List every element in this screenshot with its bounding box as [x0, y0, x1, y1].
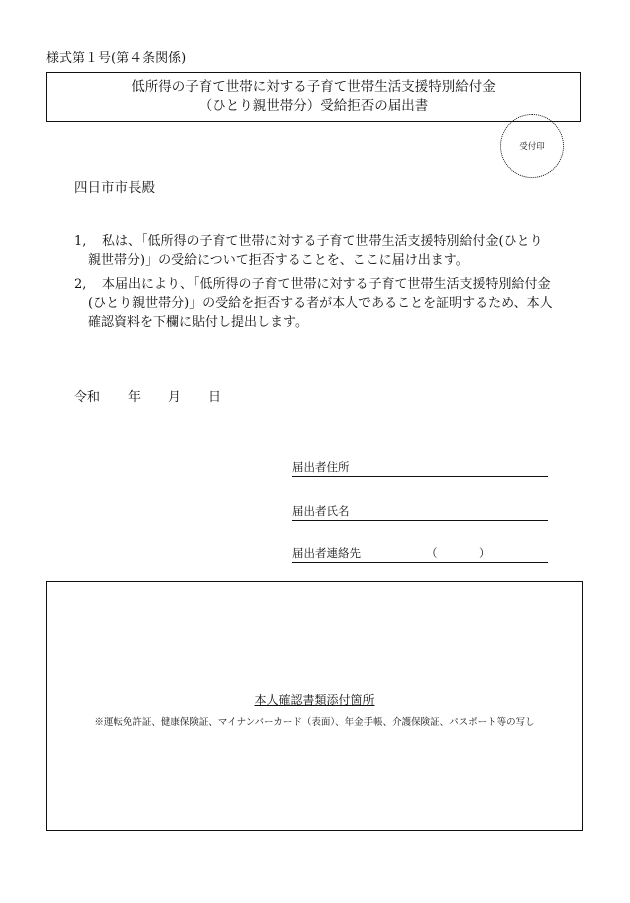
id-document-attachment-area: [46, 581, 583, 831]
paragraph-2-text: 本届出により、「低所得の子育て世帯に対する子育て世帯生活支援特別給付金(ひとり親世帯分)」の受給を拒否する者が本人であることを証明するため、本人確認資料を下欄に貼付し提出します。: [88, 277, 553, 330]
name-field[interactable]: [292, 502, 548, 521]
address-field[interactable]: [292, 458, 548, 477]
reception-stamp-circle: [500, 114, 564, 178]
attachment-title: [47, 691, 582, 708]
attachment-note: ※運転免許証、健康保険証、マイナンバーカード（表面）、年金手帳、介護保険証、パスポート等の写し: [94, 717, 535, 728]
paragraph-1: [74, 232, 554, 270]
date-day: 日: [208, 390, 222, 405]
date-year: 年: [128, 390, 142, 405]
paragraph-2: [74, 275, 554, 332]
date-month: 月: [168, 390, 182, 405]
form-title-line-2: （ひとり親世帯分）受給拒否の届出書: [198, 98, 429, 114]
form-title-box: [46, 72, 581, 122]
addressee: 四日市市長殿: [74, 180, 155, 196]
form-number: 様式第１号(第４条関係): [46, 51, 187, 66]
name-label: 届出者氏名: [292, 504, 350, 518]
form-title-line-1: 低所得の子育て世帯に対する子育て世帯生活支援特別給付金: [131, 79, 496, 95]
contact-field[interactable]: [292, 544, 548, 563]
attachment-title-text: 本人確認書類添付箇所: [254, 693, 375, 707]
contact-paren-close: ）: [479, 546, 491, 560]
date-row: [74, 386, 221, 405]
paragraph-2-number: 2,: [74, 277, 87, 292]
paragraph-1-number: 1,: [74, 234, 87, 249]
reception-stamp-label: 受付印: [519, 142, 545, 152]
date-era: 令和: [74, 390, 101, 405]
paragraph-1-text: 私は、「低所得の子育て世帯に対する子育て世帯生活支援特別給付金(ひとり親世帯分)」の受給について拒否することを、ここに届け出ます。: [88, 234, 543, 268]
contact-paren-open: （: [426, 546, 438, 560]
contact-label: 届出者連絡先: [292, 546, 361, 560]
address-label: 届出者住所: [292, 460, 350, 474]
